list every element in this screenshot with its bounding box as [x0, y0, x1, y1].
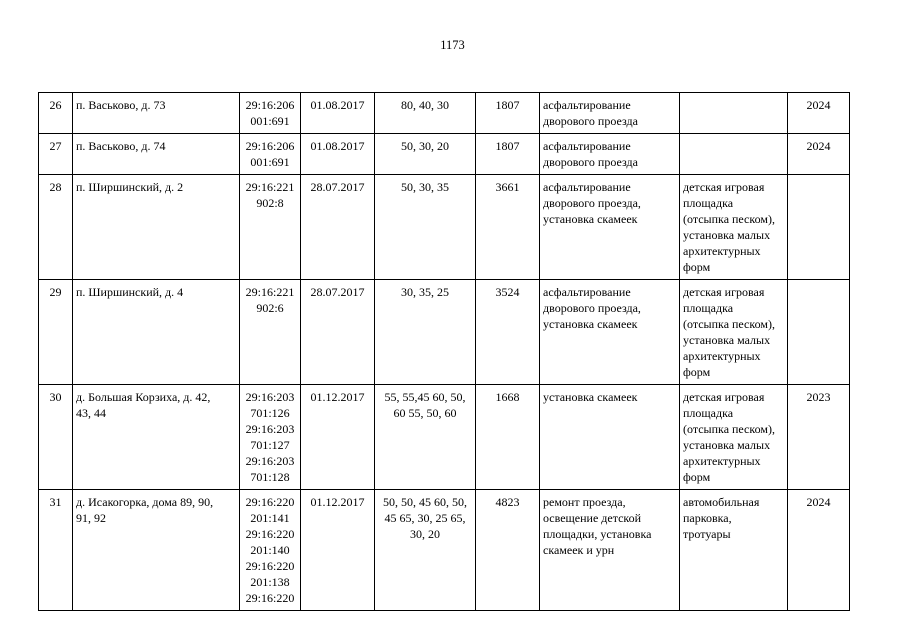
improvement-table — [38, 92, 850, 611]
minimum-works-cell: установка скамеек — [540, 385, 680, 490]
row-number-cell: 28 — [39, 175, 73, 280]
table-row — [39, 93, 850, 134]
date-cell: 01.12.2017 — [301, 385, 375, 490]
shares-cell: 50, 50, 45 60, 50, 45 65, 30, 25 65, 30, 20 — [375, 490, 476, 611]
cadastral-number-cell: 29:16:203 701:126 29:16:203 701:127 29:16:203 701:128 — [240, 385, 301, 490]
row-number-cell: 27 — [39, 134, 73, 175]
row-number-cell: 26 — [39, 93, 73, 134]
minimum-works-cell: асфальтирование дворового проезда — [540, 93, 680, 134]
date-cell: 01.08.2017 — [301, 134, 375, 175]
address-cell: п. Васьково, д. 73 — [73, 93, 240, 134]
address-cell: д. Большая Корзиха, д. 42, 43, 44 — [73, 385, 240, 490]
address-cell: п. Васьково, д. 74 — [73, 134, 240, 175]
cadastral-number-cell: 29:16:221 902:6 — [240, 280, 301, 385]
additional-works-cell — [680, 134, 788, 175]
year-cell: 2023 — [788, 385, 850, 490]
additional-works-cell: детская игровая площадка (отсыпка песком), установка малых архитектурных форм — [680, 280, 788, 385]
year-cell — [788, 280, 850, 385]
table-row — [39, 385, 850, 490]
cadastral-number-cell: 29:16:221 902:8 — [240, 175, 301, 280]
year-cell: 2024 — [788, 93, 850, 134]
year-cell: 2024 — [788, 134, 850, 175]
cadastral-number-cell: 29:16:220 201:141 29:16:220 201:140 29:16:220 201:138 29:16:220 — [240, 490, 301, 611]
area-cell: 1807 — [476, 93, 540, 134]
address-cell: п. Ширшинский, д. 4 — [73, 280, 240, 385]
shares-cell: 30, 35, 25 — [375, 280, 476, 385]
area-cell: 3524 — [476, 280, 540, 385]
additional-works-cell: автомобильная парковка, тротуары — [680, 490, 788, 611]
date-cell: 01.12.2017 — [301, 490, 375, 611]
year-cell: 2024 — [788, 490, 850, 611]
table-row — [39, 280, 850, 385]
additional-works-cell — [680, 93, 788, 134]
table-row — [39, 490, 850, 611]
year-cell — [788, 175, 850, 280]
row-number-cell: 30 — [39, 385, 73, 490]
minimum-works-cell: ремонт проезда, освещение детской площадки, установка скамеек и урн — [540, 490, 680, 611]
area-cell: 1668 — [476, 385, 540, 490]
date-cell: 01.08.2017 — [301, 93, 375, 134]
additional-works-cell: детская игровая площадка (отсыпка песком), установка малых архитектурных форм — [680, 175, 788, 280]
minimum-works-cell: асфальтирование дворового проезда — [540, 134, 680, 175]
date-cell: 28.07.2017 — [301, 175, 375, 280]
row-number-cell: 31 — [39, 490, 73, 611]
area-cell: 3661 — [476, 175, 540, 280]
shares-cell: 55, 55,45 60, 50, 60 55, 50, 60 — [375, 385, 476, 490]
row-number-cell: 29 — [39, 280, 73, 385]
area-cell: 4823 — [476, 490, 540, 611]
address-cell: д. Исакогорка, дома 89, 90, 91, 92 — [73, 490, 240, 611]
date-cell: 28.07.2017 — [301, 280, 375, 385]
cadastral-number-cell: 29:16:206 001:691 — [240, 93, 301, 134]
cadastral-number-cell: 29:16:206 001:691 — [240, 134, 301, 175]
page-number: 1173 — [440, 38, 465, 52]
additional-works-cell: детская игровая площадка (отсыпка песком), установка малых архитектурных форм — [680, 385, 788, 490]
shares-cell: 80, 40, 30 — [375, 93, 476, 134]
table-row — [39, 175, 850, 280]
minimum-works-cell: асфальтирование дворового проезда, установка скамеек — [540, 280, 680, 385]
minimum-works-cell: асфальтирование дворового проезда, установка скамеек — [540, 175, 680, 280]
address-cell: п. Ширшинский, д. 2 — [73, 175, 240, 280]
table-row — [39, 134, 850, 175]
table-body — [39, 93, 850, 611]
shares-cell: 50, 30, 35 — [375, 175, 476, 280]
area-cell: 1807 — [476, 134, 540, 175]
shares-cell: 50, 30, 20 — [375, 134, 476, 175]
